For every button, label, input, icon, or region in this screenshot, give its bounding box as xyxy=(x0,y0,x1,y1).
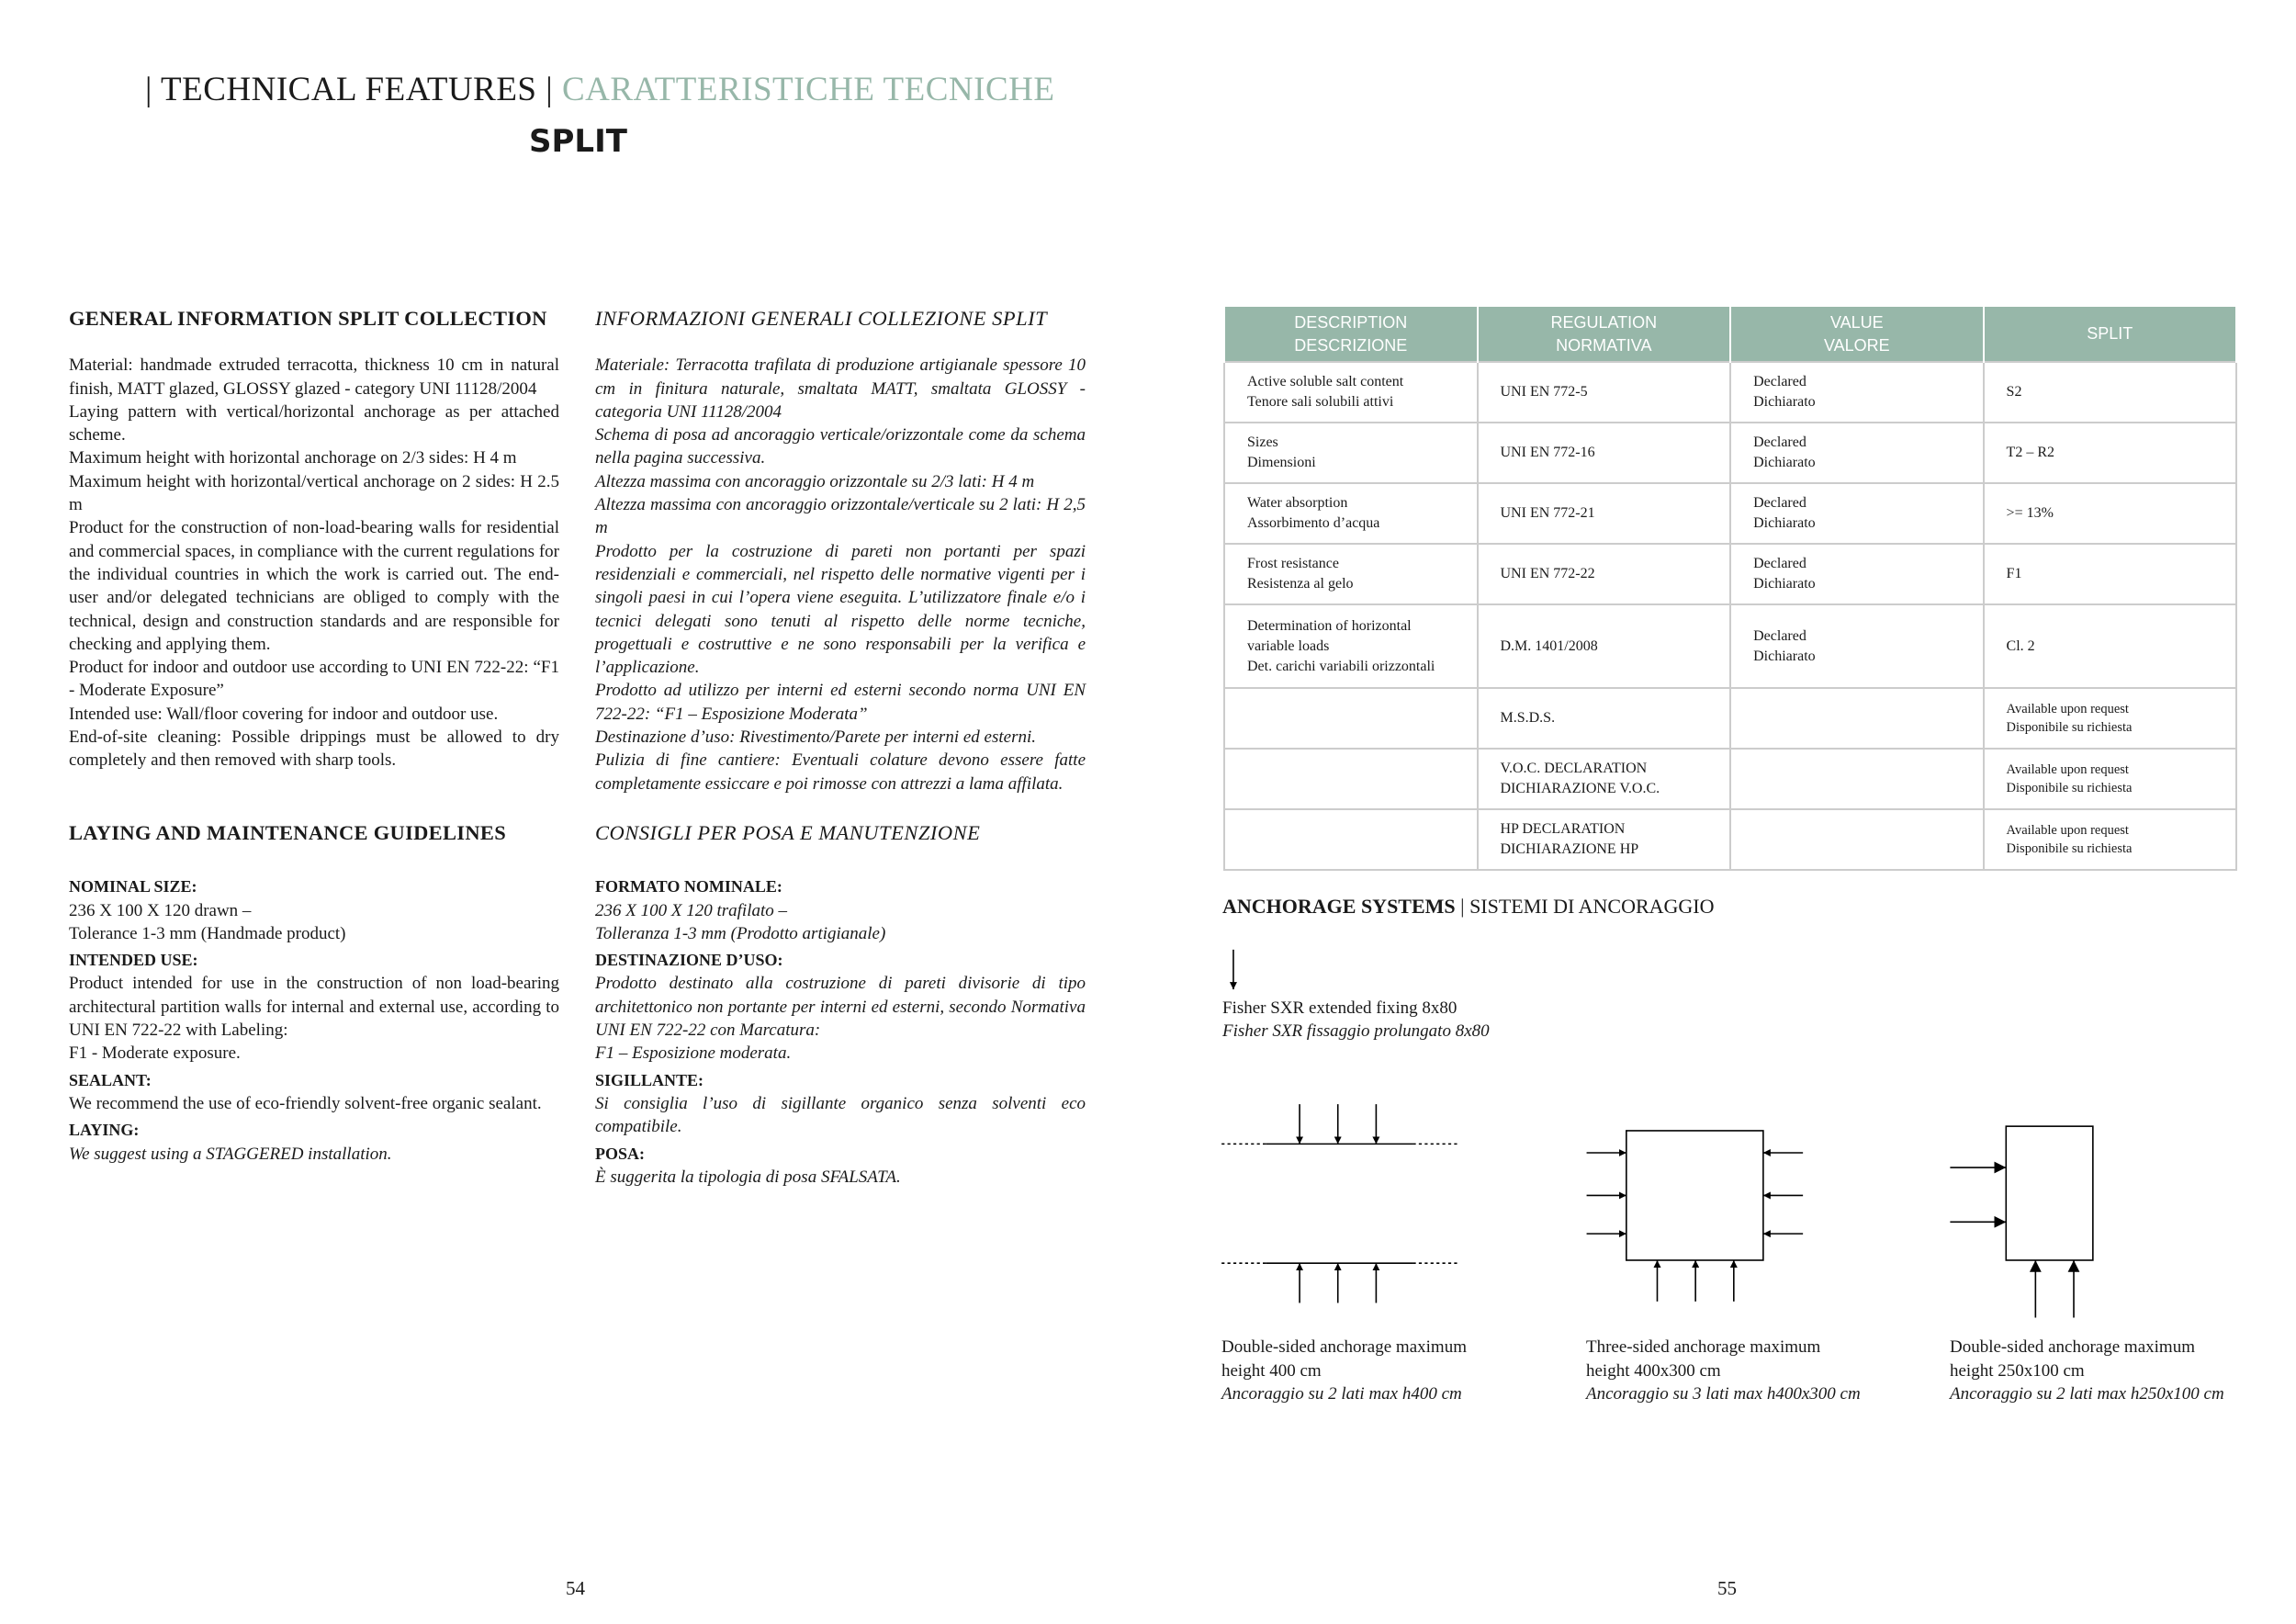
caption-en: Double-sided anchorage maximum xyxy=(1221,1337,1467,1357)
laying-heading-it: CONSIGLI PER POSA E MANUTENZIONE xyxy=(595,821,981,844)
cell-line: Det. carichi variabili orizzontali xyxy=(1247,658,1435,674)
cell-line: UNI EN 772-22 xyxy=(1500,566,1595,581)
title-en: TECHNICAL FEATURES xyxy=(161,71,537,108)
cell-line: Sizes xyxy=(1247,434,1278,450)
header-label: DESCRIZIONE xyxy=(1294,335,1408,355)
cell-line: Disponibile su richiesta xyxy=(2006,781,2133,795)
general-heading-en: GENERAL INFORMATION SPLIT COLLECTION xyxy=(69,307,547,330)
cell-line: Active soluble salt content xyxy=(1247,374,1404,389)
caption-diagram-3 xyxy=(1950,1336,2224,1406)
cell-line: Dimensioni xyxy=(1247,455,1316,470)
caption-diagram-1 xyxy=(1221,1336,1467,1406)
intended-use-text-it: Prodotto destinato alla costruzione di pareti divisorie di tipo architettonico non portante per interni ed esterni, secondo Normativa UNI EN 722-22 con Marcatura: xyxy=(595,974,1086,1041)
intended-use-label-it: DESTINAZIONE D’USO: xyxy=(595,951,783,970)
intended-use-text: Product intended for use in the construction of non load-bearing architectural partition walls for internal and external use, according to UNI EN 722-22 with Labeling: xyxy=(69,974,559,1041)
cell-line: S2 xyxy=(2006,384,2022,400)
cell-line: Available upon request xyxy=(2006,702,2129,716)
fixing-it: Fisher SXR fissaggio prolungato 8x80 xyxy=(1222,1021,1490,1041)
cell-line: Available upon request xyxy=(2006,762,2129,777)
page-number-right: 55 xyxy=(1717,1577,1737,1599)
cell-line: Declared xyxy=(1753,374,1806,389)
diagram-double-sided-400 xyxy=(1221,1104,1457,1303)
fixing-en: Fisher SXR extended fixing 8x80 xyxy=(1222,998,1458,1018)
caption-en: Double-sided anchorage maximum xyxy=(1950,1337,2195,1357)
header-label: REGULATION xyxy=(1550,312,1658,332)
general-paragraph: Product for indoor and outdoor use according to UNI EN 722-22: “F1 - Moderate Exposure” xyxy=(69,658,559,701)
cell-line: V.O.C. DECLARATION xyxy=(1500,761,1648,776)
cell-line: Dichiarato xyxy=(1753,648,1816,664)
header-label: NORMATIVA xyxy=(1556,335,1652,355)
general-paragraph-it: Altezza massima con ancoraggio orizzontale/verticale su 2 lati: H 2,5 m xyxy=(595,495,1086,538)
cell-line: Available upon request xyxy=(2006,823,2129,838)
sealant-label-it: SIGILLANTE: xyxy=(595,1070,704,1089)
tolerance-value-it: Tolleranza 1-3 mm (Prodotto artigianale) xyxy=(595,923,886,943)
title-it: CARATTERISTICHE TECNICHE xyxy=(561,71,1055,108)
caption-it: Ancoraggio su 2 lati max h400 cm xyxy=(1221,1384,1462,1404)
sealant-text: We recommend the use of eco-friendly solvent-free organic sealant. xyxy=(69,1093,542,1113)
general-paragraph: Material: handmade extruded terracotta, thickness 10 cm in natural finish, MATT glazed, GLOSSY glazed - category UNI 11128/2004 xyxy=(69,355,559,399)
nominal-size-label-it: FORMATO NOMINALE: xyxy=(595,877,782,897)
caption-diagram-2 xyxy=(1586,1336,1861,1406)
caption-en: height 400x300 cm xyxy=(1586,1360,1721,1381)
sealant-label: SEALANT: xyxy=(69,1070,152,1089)
general-paragraph: Maximum height with horizontal anchorage on 2/3 sides: H 4 m xyxy=(69,448,517,468)
cell-line: UNI EN 772-16 xyxy=(1500,445,1595,460)
header-label: VALUE xyxy=(1829,312,1884,332)
laying-heading-en: LAYING AND MAINTENANCE GUIDELINES xyxy=(69,821,507,844)
intended-use-text-2-it: F1 – Esposizione moderata. xyxy=(595,1043,792,1064)
diagram-three-sided-400x300 xyxy=(1587,1131,1804,1302)
cell-line: Dichiarato xyxy=(1753,576,1816,592)
cell-line: Declared xyxy=(1753,495,1806,511)
cell-line: Water absorption xyxy=(1247,495,1348,511)
header-label: VALORE xyxy=(1823,335,1890,355)
header-label: SPLIT xyxy=(2087,324,2133,343)
general-paragraph-it: Schema di posa ad ancoraggio verticale/orizzontale come da schema nella pagina successiva. xyxy=(595,425,1086,468)
cell-line: DICHIARAZIONE HP xyxy=(1500,841,1639,857)
cell-line: Dichiarato xyxy=(1753,455,1816,470)
cell-line: HP DECLARATION xyxy=(1500,821,1626,837)
header-label: DESCRIPTION xyxy=(1294,312,1408,332)
sealant-text-it: Si consiglia l’uso di sigillante organico senza solventi eco compatibile. xyxy=(595,1093,1086,1137)
nominal-size-value: 236 X 100 X 120 drawn – xyxy=(69,900,252,920)
nominal-size-label: NOMINAL SIZE: xyxy=(69,877,197,897)
cell-line: >= 13% xyxy=(2006,505,2054,521)
cell-line: Cl. 2 xyxy=(2006,637,2035,654)
cell-line: Dichiarato xyxy=(1753,515,1816,531)
general-paragraph-it: Prodotto ad utilizzo per interni ed esterni secondo norma UNI EN 722-22: “F1 – Esposizione Moderata” xyxy=(595,681,1086,724)
caption-en: height 400 cm xyxy=(1221,1360,1322,1381)
product-name: SPLIT xyxy=(529,123,627,160)
general-paragraph: Product for the construction of non-load-bearing walls for residential and commercial spaces, in compliance with the current regulations for the individual countries in which the work is carried out. The end-user and/or delegated technicians are obliged to comply with the technical, design and construction standards and are responsible for checking and applying them. xyxy=(69,518,559,654)
page-number-left: 54 xyxy=(566,1577,585,1599)
cell-line: Dichiarato xyxy=(1753,394,1816,410)
cell-line: Determination of horizontal xyxy=(1247,617,1412,634)
laying-text-it: È suggerita la tipologia di posa SFALSATA. xyxy=(595,1167,901,1187)
cell-line: Frost resistance xyxy=(1247,556,1339,571)
general-paragraph-it: Altezza massima con ancoraggio orizzontale su 2/3 lati: H 4 m xyxy=(595,471,1035,491)
cell-line: Tenore sali solubili attivi xyxy=(1247,394,1394,410)
cell-line: Disponibile su richiesta xyxy=(2006,720,2133,735)
cell-line: Declared xyxy=(1753,434,1806,450)
cell-line: Disponibile su richiesta xyxy=(2006,841,2133,856)
cell-line: DICHIARAZIONE V.O.C. xyxy=(1500,781,1660,796)
intended-use-text-2: F1 - Moderate exposure. xyxy=(69,1043,241,1064)
laying-label: LAYING: xyxy=(69,1121,140,1140)
intended-use-label: INTENDED USE: xyxy=(69,951,198,970)
cell-line: T2 – R2 xyxy=(2006,445,2054,460)
general-paragraph-it: Prodotto per la costruzione di pareti non portanti per spazi residenziali e commerciali, nel rispetto delle normative vigenti per i singoli paesi in cui l’opera viene eseguita. L’utilizzatore finale e/o i tecnici delegati sono tenuti al rispetto delle norme tecniche, progettuali e costruttive e ne sono responsabili per la verifica e l’applicazione. xyxy=(595,541,1086,678)
laying-label-it: POSA: xyxy=(595,1144,645,1163)
cell-line: D.M. 1401/2008 xyxy=(1500,637,1598,654)
caption-en: height 250x100 cm xyxy=(1950,1360,2085,1381)
caption-it: Ancoraggio su 2 lati max h250x100 cm xyxy=(1950,1384,2224,1404)
cell-line: Declared xyxy=(1753,556,1806,571)
general-paragraph: Maximum height with horizontal/vertical anchorage on 2 sides: H 2.5 m xyxy=(69,471,559,515)
anchorage-heading-it: SISTEMI DI ANCORAGGIO xyxy=(1469,895,1715,918)
laying-text: We suggest using a STAGGERED installation. xyxy=(69,1144,392,1164)
general-paragraph: End-of-site cleaning: Possible drippings must be allowed to dry completely and then removed with sharp tools. xyxy=(69,727,559,771)
general-paragraph-it: Materiale: Terracotta trafilata di produzione artigianale spessore 10 cm in finitura naturale, smaltata MATT, smaltata GLOSSY - categoria UNI 11128/2004 xyxy=(595,355,1086,422)
general-paragraph-it: Destinazione d’uso: Rivestimento/Parete per interni ed esterni. xyxy=(595,727,1037,748)
general-paragraph: Intended use: Wall/floor covering for indoor and outdoor use. xyxy=(69,704,499,724)
cell-line: M.S.D.S. xyxy=(1500,710,1556,726)
cell-line: Resistenza al gelo xyxy=(1247,576,1354,592)
cell-line: UNI EN 772-21 xyxy=(1500,505,1595,521)
title-separator: | xyxy=(546,71,554,108)
cell-line: Assorbimento d’acqua xyxy=(1247,515,1380,531)
anchorage-heading-en: ANCHORAGE SYSTEMS xyxy=(1222,895,1456,918)
tolerance-value: Tolerance 1-3 mm (Handmade product) xyxy=(69,923,346,943)
cell-line: Declared xyxy=(1753,627,1806,644)
title-separator: | xyxy=(145,71,152,108)
general-heading-it: INFORMAZIONI GENERALI COLLEZIONE SPLIT xyxy=(595,307,1048,330)
cell-line: variable loads xyxy=(1247,637,1330,654)
diagram-double-sided-250x100 xyxy=(1950,1126,2092,1317)
caption-it: Ancoraggio su 3 lati max h400x300 cm xyxy=(1586,1384,1861,1404)
caption-en: Three-sided anchorage maximum xyxy=(1586,1337,1821,1357)
cell-line: UNI EN 772-5 xyxy=(1500,384,1588,400)
general-paragraph: Laying pattern with vertical/horizontal anchorage as per attached scheme. xyxy=(69,401,559,445)
nominal-size-value-it: 236 X 100 X 120 trafilato – xyxy=(595,900,787,920)
general-paragraph-it: Pulizia di fine cantiere: Eventuali colature devono essere fatte completamente essiccare e poi rimosse con attrezzi a lama affilata. xyxy=(595,750,1086,794)
cell-line: F1 xyxy=(2006,566,2022,581)
anchorage-separator: | xyxy=(1460,895,1465,918)
